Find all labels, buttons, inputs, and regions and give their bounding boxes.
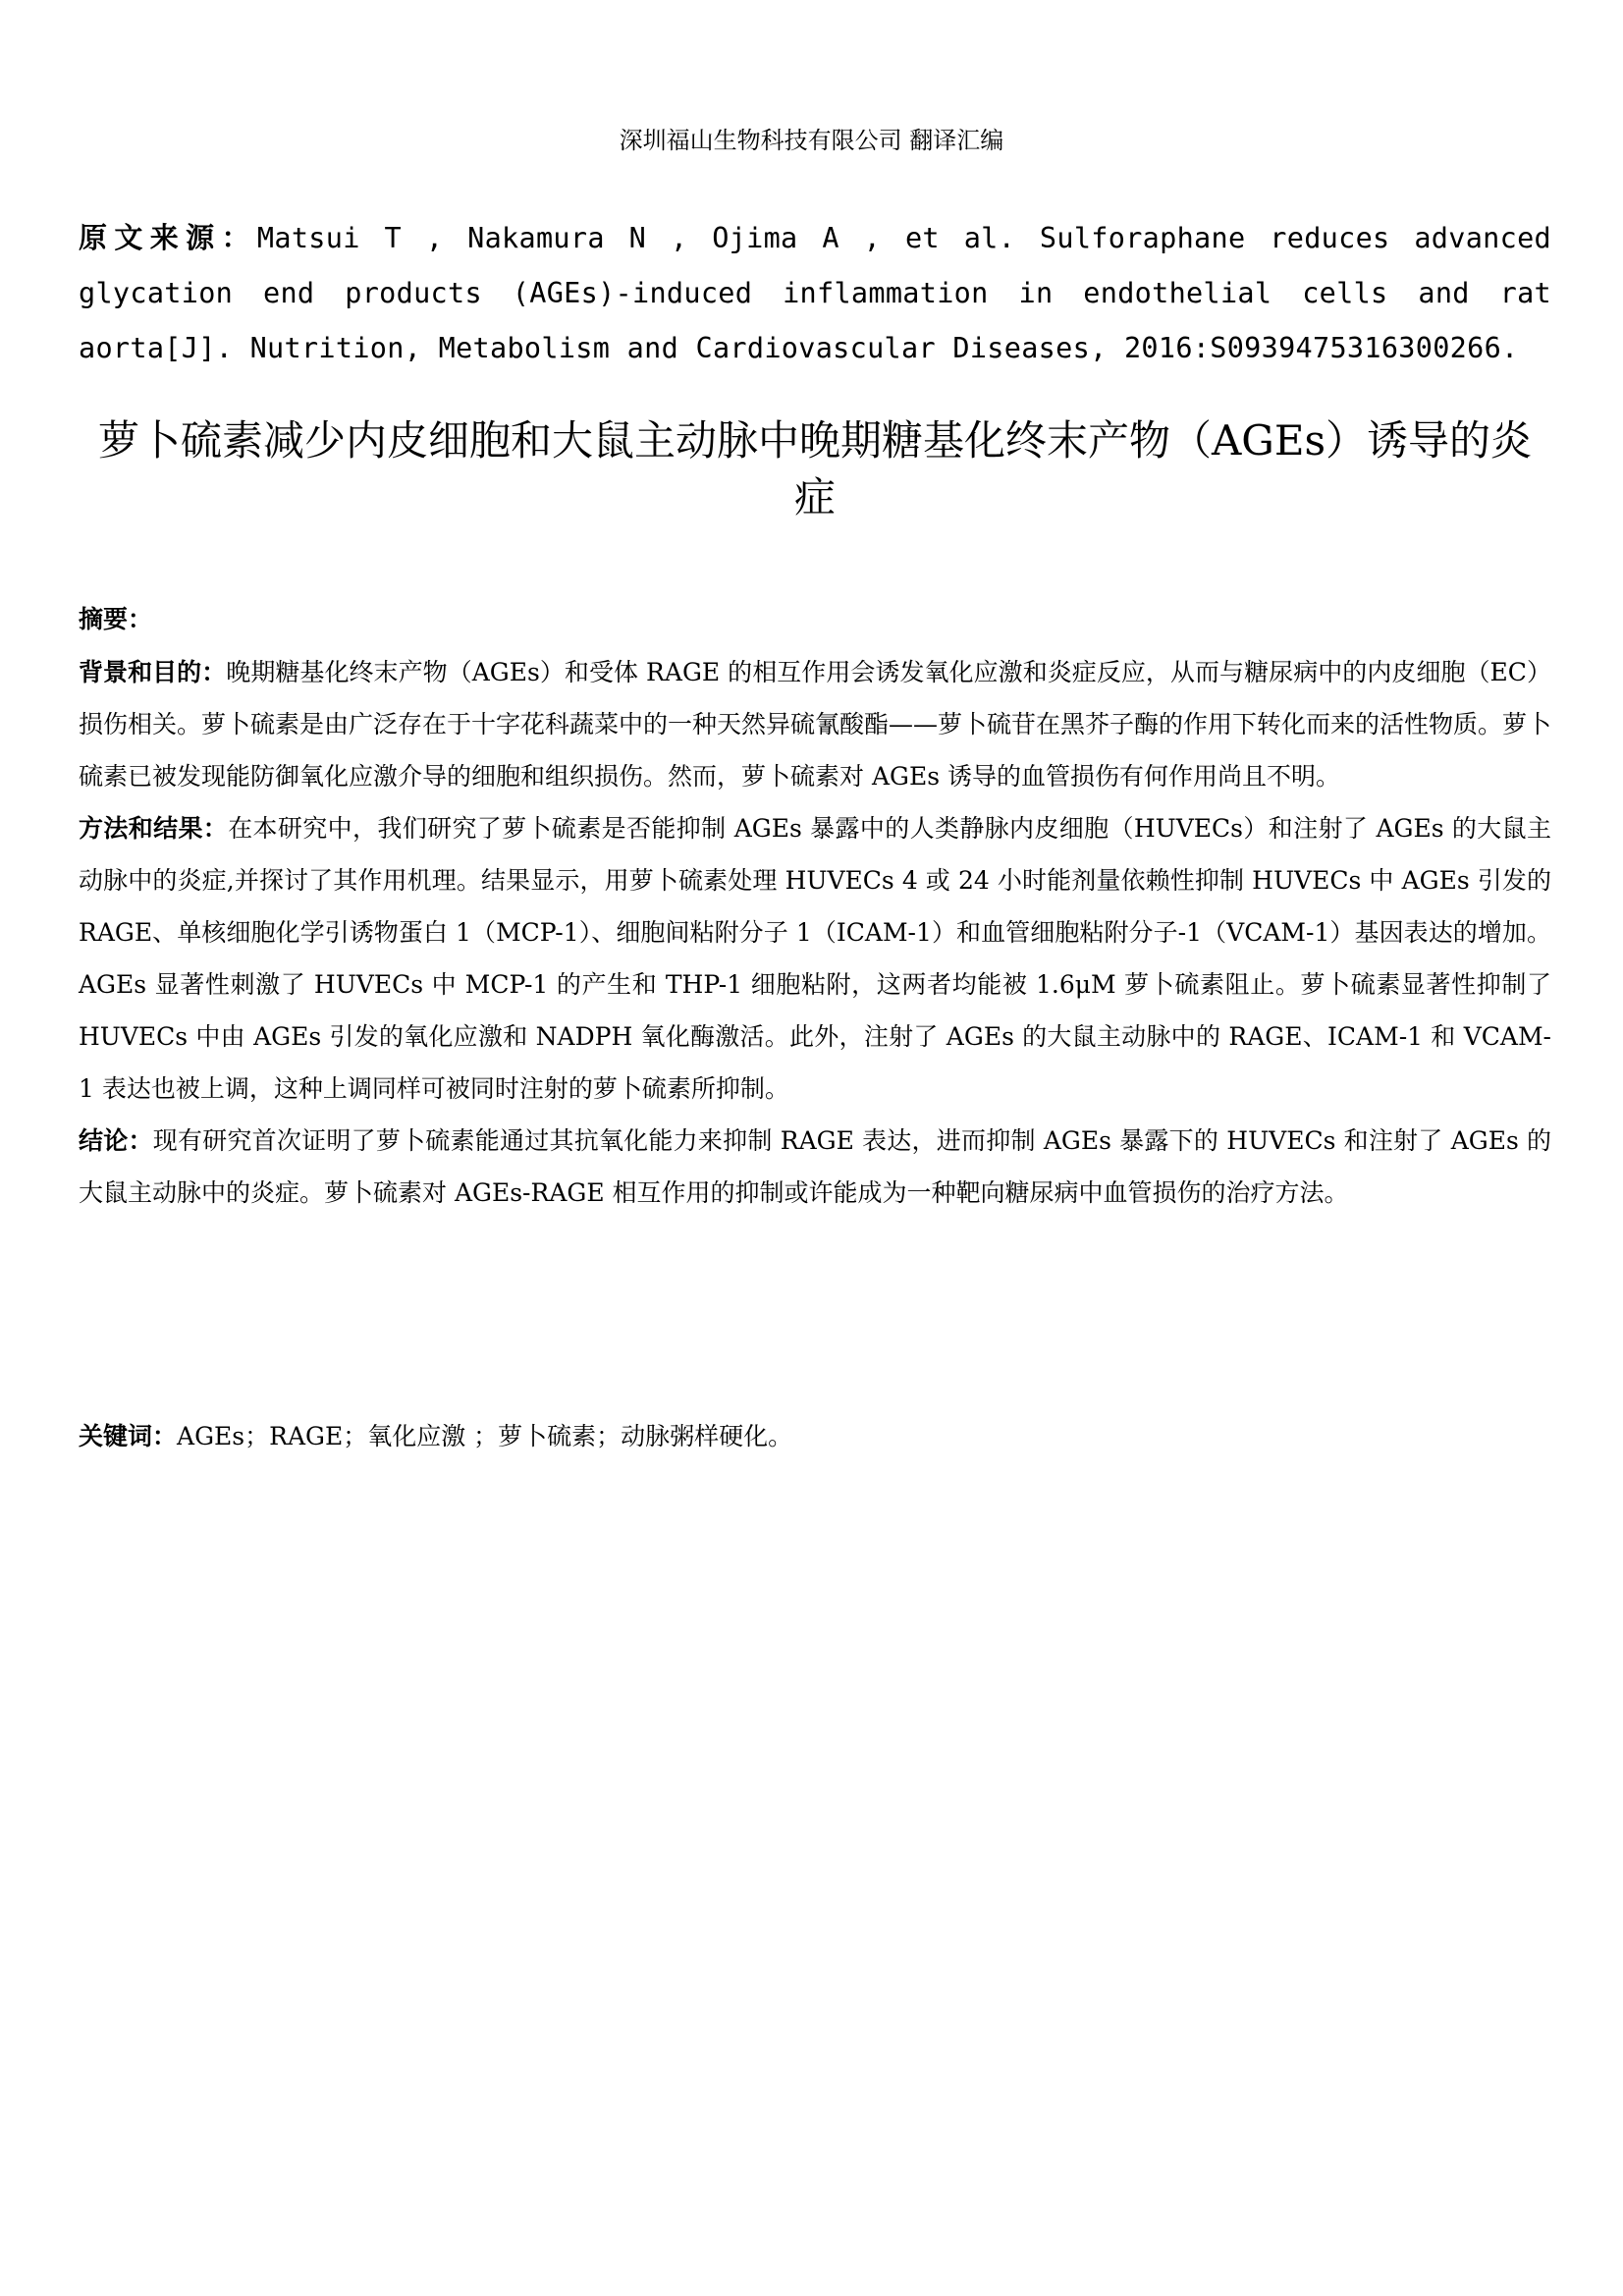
keywords-label: 关键词：: [79, 1422, 178, 1450]
methods-text: 在本研究中，我们研究了萝卜硫素是否能抑制 AGEs 暴露中的人类静脉内皮细胞（HUVECs）和注射了 AGEs 的大鼠主动脉中的炎症,并探讨了其作用机理。结果显示，用萝卜硫素处理 HUVECs 4 或 24 小时能剂量依赖性抑制 HUVECs 中 AGEs 引发的 RAGE、单核细胞化学引诱物蛋白 1（MCP-1）、细胞间粘附分子 1（ICAM-1）和血管细胞粘附分子-1（VCAM-1）基因表达的增加。AGEs 显著性刺激了 HUVECs 中 MCP-1 的产生和 THP-1 细胞粘附，这两者均能被 1.6μM 萝卜硫素阻止。萝卜硫素显著性抑制了 HUVECs 中由 AGEs 引发的氧化应激和 NADPH 氧化酶激活。此外，注射了 AGEs 的大鼠主动脉中的 RAGE、ICAM-1 和 VCAM-1 表达也被上调，这种上调同样可被同时注射的萝卜硫素所抑制。: [79, 814, 1551, 1103]
abstract-section: [79, 593, 1551, 1219]
background-paragraph: [79, 646, 1551, 802]
methods-paragraph: [79, 802, 1551, 1115]
source-label: 原文来源：: [79, 221, 257, 254]
methods-label: 方法和结果：: [79, 814, 229, 843]
conclusion-label: 结论：: [79, 1126, 153, 1155]
conclusion-text: 现有研究首次证明了萝卜硫素能通过其抗氧化能力来抑制 RAGE 表达，进而抑制 AGEs 暴露下的 HUVECs 和注射了 AGEs 的大鼠主动脉中的炎症。萝卜硫素对 AGEs-RAGE 相互作用的抑制或许能成为一种靶向糖尿病中血管损伤的治疗方法。: [79, 1126, 1551, 1207]
keywords-text: AGEs；RAGE；氧化应激 ；萝卜硫素；动脉粥样硬化。: [177, 1422, 793, 1450]
page-header: 深圳福山生物科技有限公司 翻译汇编: [619, 127, 1004, 154]
keywords-line: [79, 1410, 1551, 1462]
article-title: 萝卜硫素减少内皮细胞和大鼠主动脉中晚期糖基化终末产物（AGEs）诱导的炎症: [97, 416, 1533, 521]
background-label: 背景和目的：: [79, 658, 227, 686]
background-text: 晚期糖基化终末产物（AGEs）和受体 RAGE 的相互作用会诱发氧化应激和炎症反应，从而与糖尿病中的内皮细胞（EC）损伤相关。萝卜硫素是由广泛存在于十字花科蔬菜中的一种天然异硫氰酸酯——萝卜硫苷在黑芥子酶的作用下转化而来的活性物质。萝卜硫素已被发现能防御氧化应激介导的细胞和组织损伤。然而，萝卜硫素对 AGEs 诱导的血管损伤有何作用尚且不明。: [79, 658, 1552, 791]
abstract-heading: 摘要：: [79, 605, 153, 633]
conclusion-paragraph: [79, 1115, 1551, 1219]
source-citation: [79, 210, 1551, 376]
source-citation-text: Matsui T , Nakamura N , Ojima A , et al. Sulforaphane reduces advanced glycation end products (AGEs)-induced inflammation in endothelial cells and rat aorta[J]. Nutrition, Metabolism and Cardiovascular Diseases, 2016:S0939475316300266.: [79, 222, 1551, 364]
